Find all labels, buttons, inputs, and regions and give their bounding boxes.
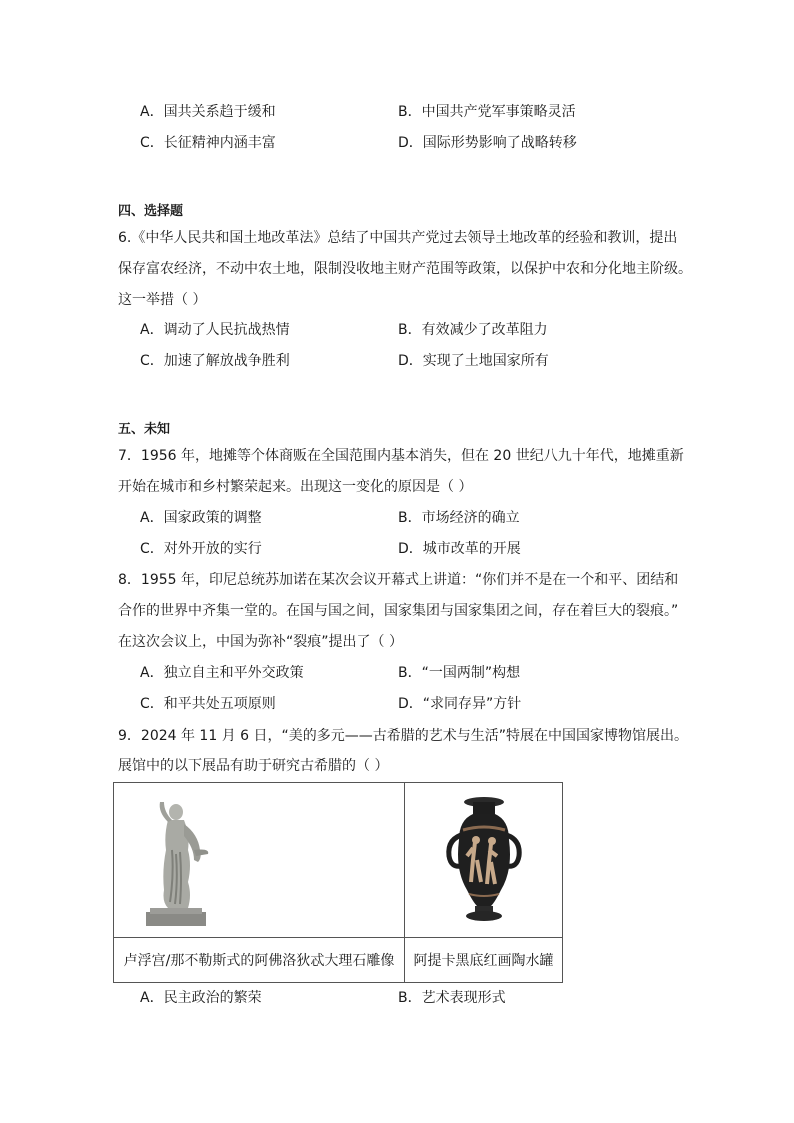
- q5-option-a[interactable]: A．国共关系趋于缓和: [140, 104, 276, 120]
- q9-stem-line2: 展馆中的以下展品有助于研究古希腊的（ ）: [118, 758, 389, 774]
- section-heading-choice: 四、选择题: [118, 204, 184, 219]
- exhibit1-image-cell: [114, 783, 405, 938]
- exhibit2-image-cell: [405, 783, 563, 938]
- q8-option-c[interactable]: C．和平共处五项原则: [140, 696, 276, 712]
- q6-option-b[interactable]: B．有效减少了改革阻力: [398, 322, 548, 338]
- q6-stem-line1: 6.《中华人民共和国土地改革法》总结了中国共产党过去领导土地改革的经验和教训，提出: [118, 230, 678, 246]
- q9-option-b[interactable]: B．艺术表现形式: [398, 990, 506, 1006]
- q9-stem-line1: 9．2024 年 11 月 6 日，“美的多元——古希腊的艺术与生活”特展在中国国家博物馆展出。: [118, 728, 689, 744]
- q8-option-a[interactable]: A．独立自主和平外交政策: [140, 665, 304, 681]
- q9-option-a[interactable]: A．民主政治的繁荣: [140, 990, 262, 1006]
- q5-option-c[interactable]: C．长征精神内涵丰富: [140, 135, 276, 151]
- q6-stem-line3: 这一举措（ ）: [118, 292, 207, 308]
- q6-option-c[interactable]: C．加速了解放战争胜利: [140, 353, 290, 369]
- statue-image: [128, 790, 228, 930]
- q5-option-b[interactable]: B．中国共产党军事策略灵活: [398, 104, 576, 120]
- q6-option-a[interactable]: A．调动了人民抗战热情: [140, 322, 290, 338]
- exhibit1-caption: 卢浮宫/那不勒斯式的阿佛洛狄忒大理石雕像: [114, 938, 405, 983]
- q7-option-d[interactable]: D．城市改革的开展: [398, 541, 521, 557]
- q7-stem-line2: 开始在城市和乡村繁荣起来。出现这一变化的原因是（ ）: [118, 479, 473, 495]
- vase-image: [429, 790, 539, 930]
- q7-option-b[interactable]: B．市场经济的确立: [398, 510, 520, 526]
- section-heading-unknown: 五、未知: [118, 422, 171, 437]
- q8-stem-line1: 8．1955 年，印尼总统苏加诺在某次会议开幕式上讲道：“你们并不是在一个和平、团结和: [118, 572, 679, 588]
- q7-stem-line1: 7．1956 年，地摊等个体商贩在全国范围内基本消失，但在 20 世纪八九十年代，地摊重新: [118, 448, 684, 464]
- exhibit2-caption: 阿提卡黑底红画陶水罐: [405, 938, 563, 983]
- q8-option-d[interactable]: D．“求同存异”方针: [398, 696, 522, 712]
- q7-option-c[interactable]: C．对外开放的实行: [140, 541, 262, 557]
- q6-option-d[interactable]: D．实现了土地国家所有: [398, 353, 549, 369]
- q7-option-a[interactable]: A．国家政策的调整: [140, 510, 262, 526]
- exhibit-table: [113, 782, 563, 983]
- q8-stem-line3: 在这次会议上，中国为弥补“裂痕”提出了（ ）: [118, 634, 403, 650]
- q5-option-d[interactable]: D．国际形势影响了战略转移: [398, 135, 577, 151]
- q8-option-b[interactable]: B．“一国两制”构想: [398, 665, 521, 681]
- q8-stem-line2: 合作的世界中齐集一堂的。在国与国之间，国家集团与国家集团之间，存在着巨大的裂痕。”: [118, 603, 679, 619]
- q6-stem-line2: 保存富农经济，不动中农土地，限制没收地主财产范围等政策，以保护中农和分化地主阶级。: [118, 261, 692, 277]
